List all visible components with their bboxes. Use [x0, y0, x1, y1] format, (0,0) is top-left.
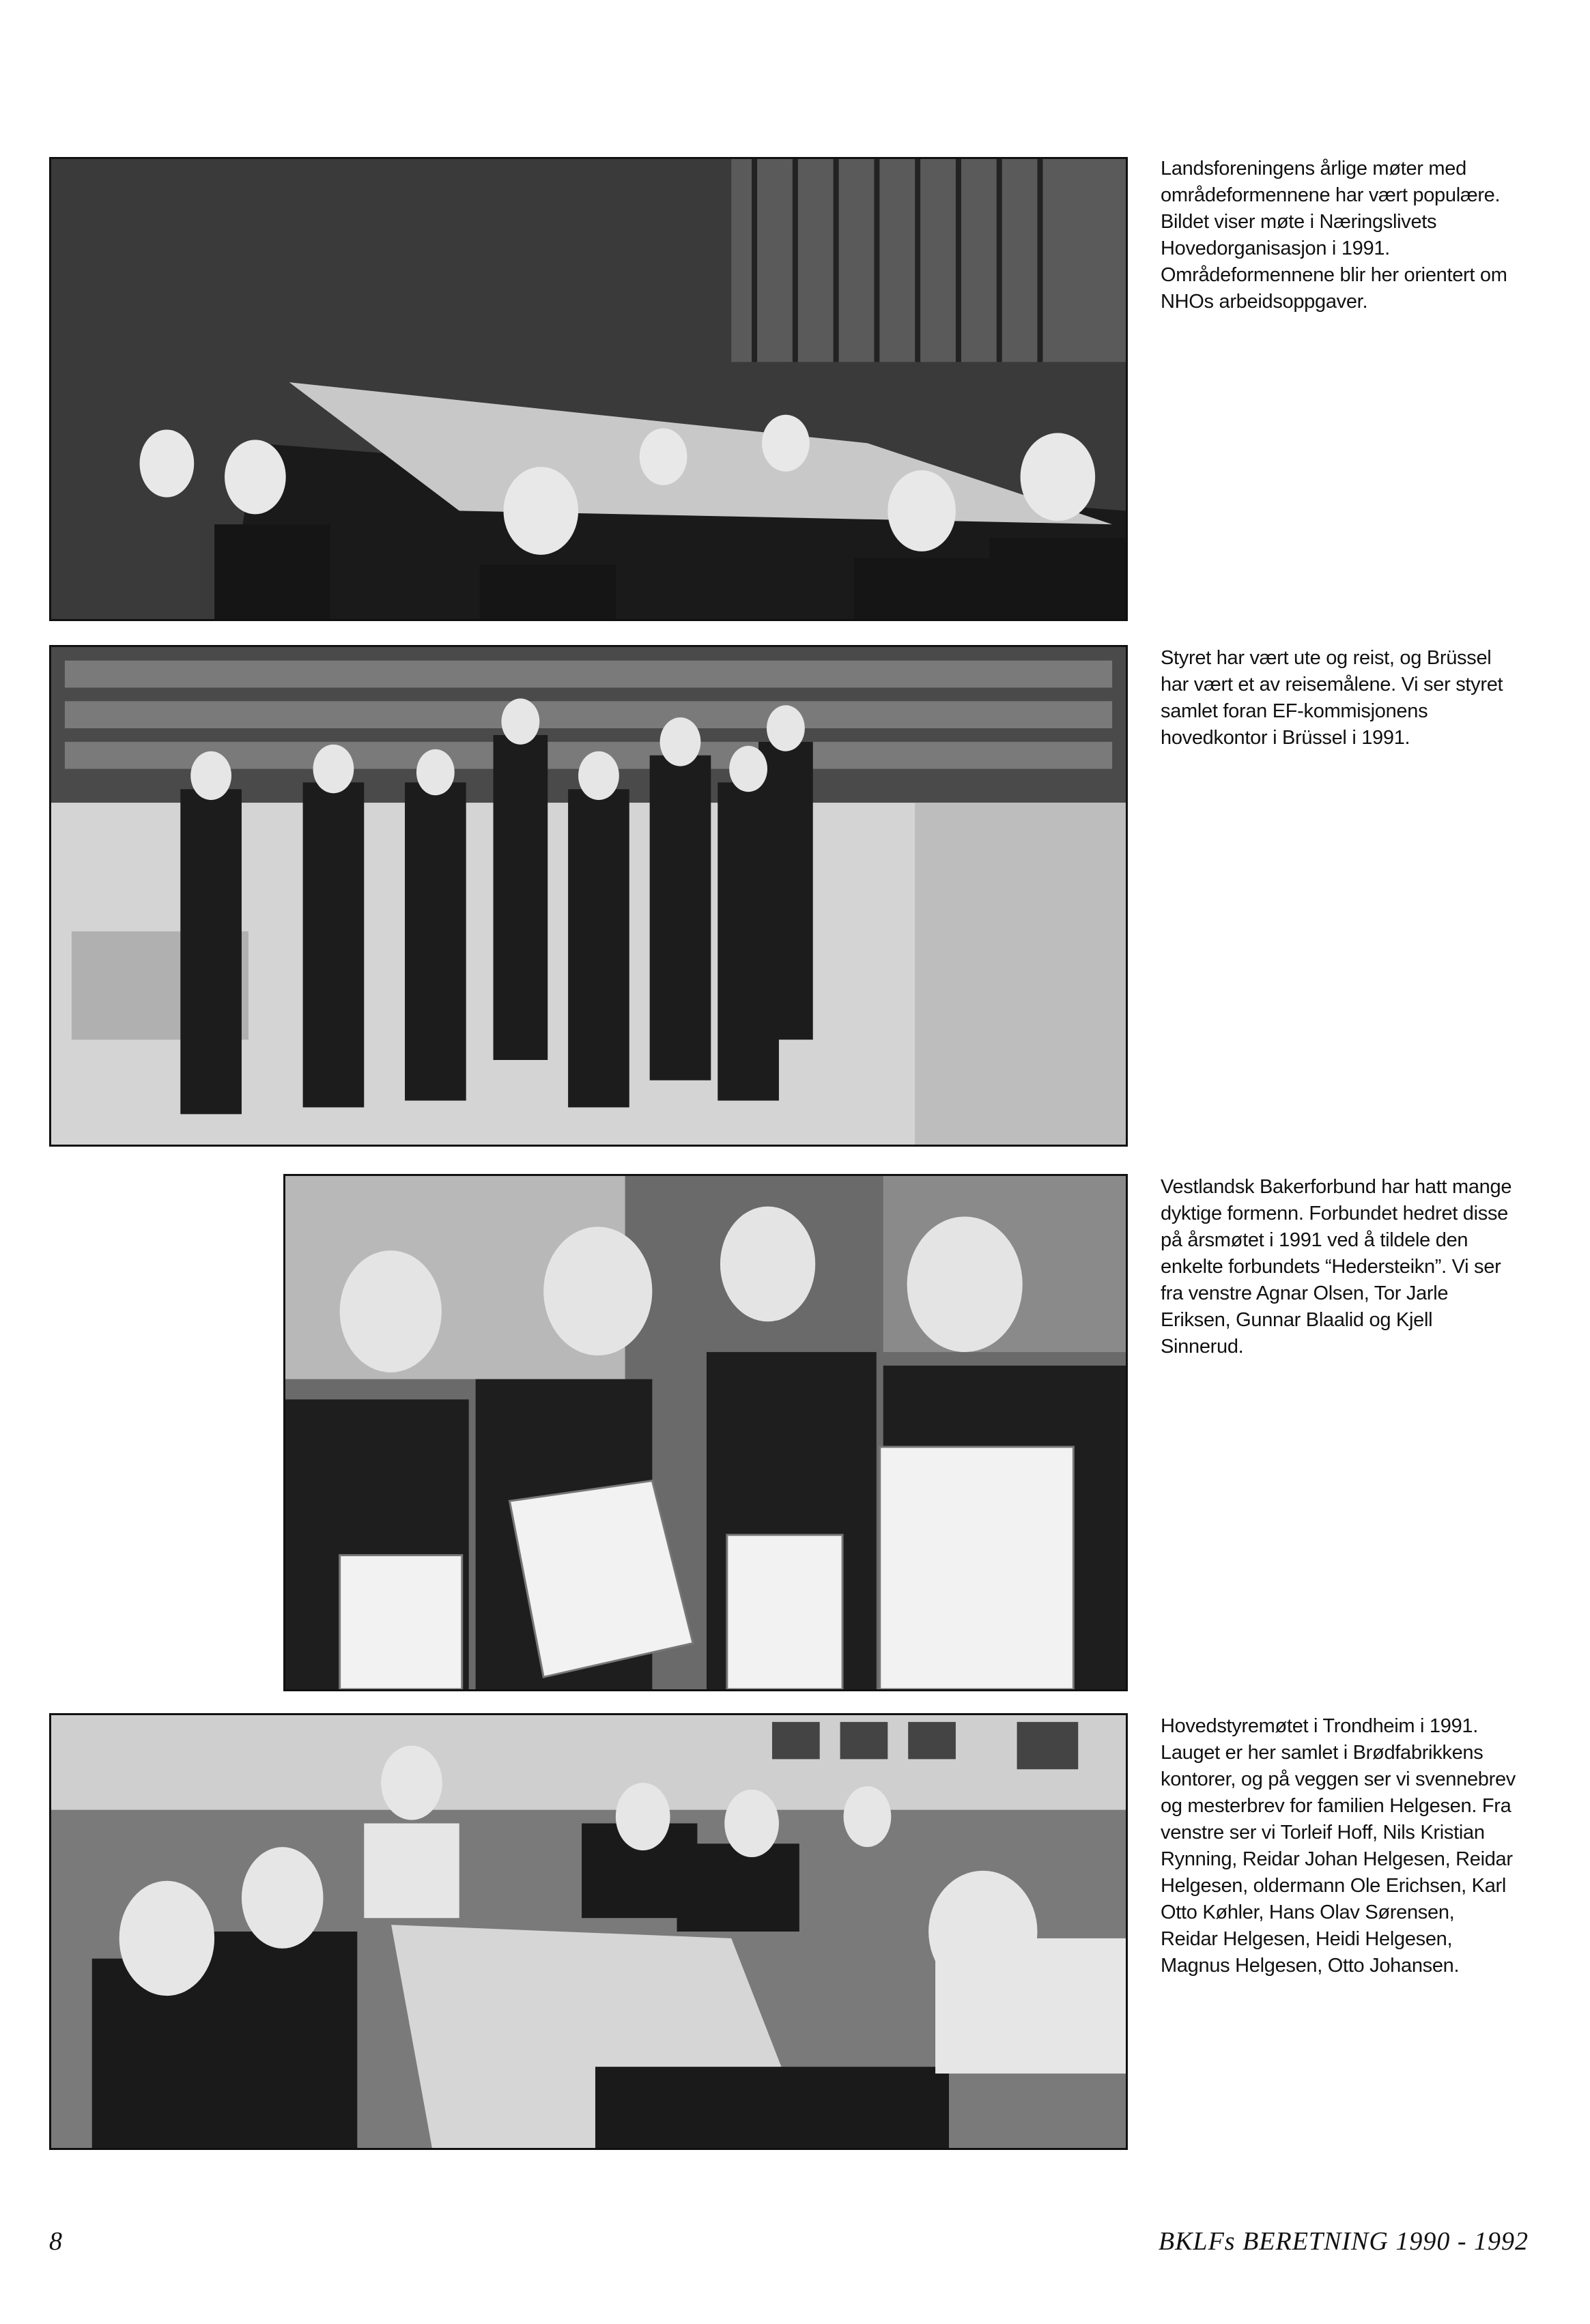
running-footer-title: BKLFs BERETNING 1990 - 1992	[1158, 2227, 1529, 2256]
meeting-photo-illustration	[51, 159, 1126, 619]
caption-photo-3: Vestlandsk Bakerforbund har hatt mange dyktige formenn. Forbundet hedret disse på årsmøtet i 1991 ved å tildele den enkelte forbundets “Hedersteikn”. Vi ser fra venstre Agnar Olsen, Tor Jarle Eriksen, Gunnar Blaalid og Kjell Sinnerud.	[1161, 1176, 1512, 1358]
page-number: 8	[49, 2227, 62, 2256]
brussels-photo-illustration	[51, 647, 1126, 1145]
photo-board-brussels	[49, 645, 1128, 1147]
caption-photo-4: Hovedstyremøtet i Trondheim i 1991. Lauget er her samlet i Brødfabrikkens kontorer, og på veggen ser vi svennebrev og mesterbrev for familien Helgesen. Fra venstre ser vi Torleif Hoff, Nils Kristian Rynning, Reidar Johan Helgesen, Reidar Helgesen, oldermann Ole Erichsen, Karl Otto Køhler, Hans Olav Sørensen, Reidar Helgesen, Heidi Helgesen, Magnus Helgesen, Otto Johansen.	[1161, 1715, 1516, 1977]
caption-photo-2: Styret har vært ute og reist, og Brüssel har vært et av reisemålene. Vi ser styret samlet foran EF-kommisjonens hovedkontor i Brüssel i 1991.	[1161, 647, 1503, 749]
photo-trondheim-meeting	[49, 1713, 1128, 2150]
photo-meeting-nho	[49, 157, 1128, 621]
trondheim-photo-illustration	[51, 1715, 1126, 2148]
caption-photo-1: Landsforeningens årlige møter med områdeformennene har vært populære. Bildet viser møte i Næringslivets Hovedorganisasjon i 1991. Områdeformennene blir her orientert om NHOs arbeidsoppgaver.	[1161, 158, 1507, 313]
photo-hedersteikn	[283, 1174, 1128, 1691]
hedersteikn-photo-illustration	[285, 1176, 1126, 1689]
